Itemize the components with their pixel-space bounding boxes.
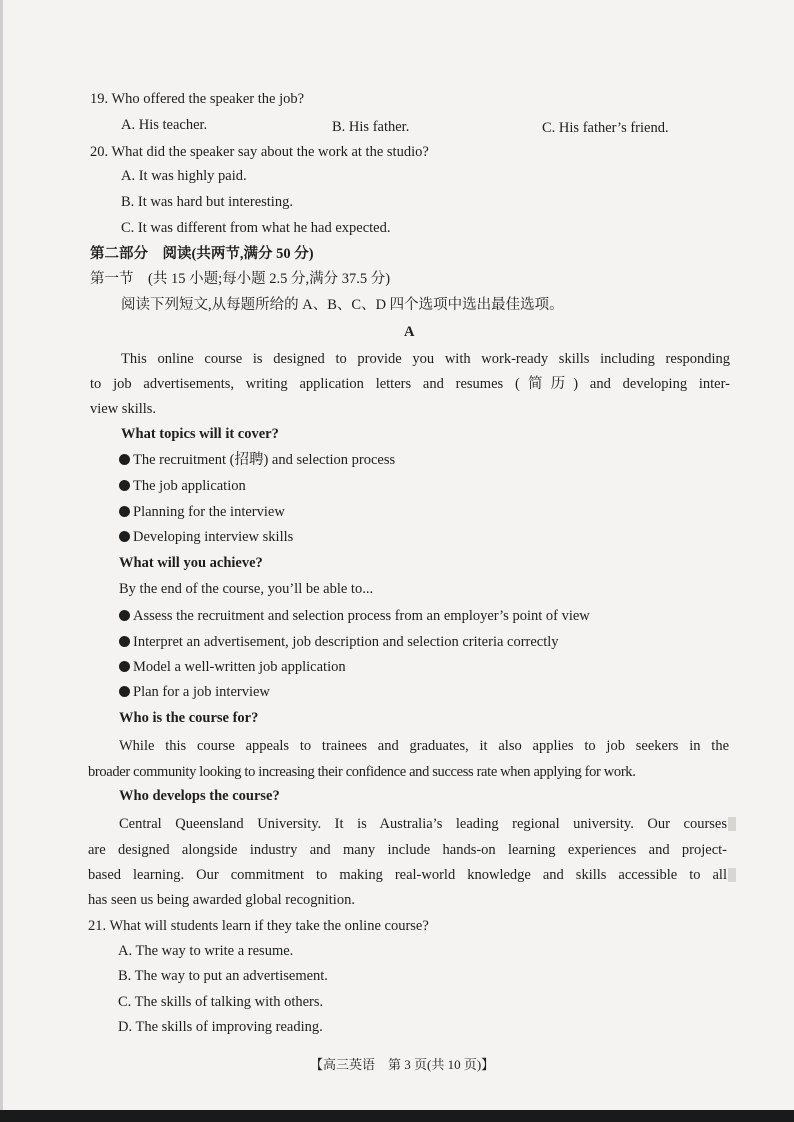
passage-intro-line-2: to job advertisements, writing application letters and resumes (简历) and developing inter- xyxy=(90,376,730,392)
topic-item: Developing interview skills xyxy=(119,528,293,546)
developer-line-4: has seen us being awarded global recognition. xyxy=(88,892,355,908)
question-20-stem: 20. What did the speaker say about the work at the studio? xyxy=(90,144,429,160)
heading-achieve: What will you achieve? xyxy=(119,555,263,571)
question-19-option-a: A. His teacher. xyxy=(121,117,208,133)
question-19-stem: 19. Who offered the speaker the job? xyxy=(90,91,305,107)
bullet-icon xyxy=(119,636,130,647)
achieve-item: Model a well-written job application xyxy=(119,658,346,676)
page-footer: 【高三英语 第 3 页(共 10 页)】 xyxy=(310,1057,495,1072)
developer-line-1: Central Queensland University. It is Australia’s leading regional university. Our courses xyxy=(119,816,727,832)
question-20-option-a: A. It was highly paid. xyxy=(121,168,247,184)
bullet-icon xyxy=(119,531,130,542)
developer-line-2: are designed alongside industry and many include hands-on learning experiences and project- xyxy=(88,842,727,858)
scan-speckle xyxy=(728,868,736,882)
achieve-item: Plan for a job interview xyxy=(119,683,270,701)
question-21-stem: 21. What will students learn if they take the online course? xyxy=(88,918,429,934)
topic-item: Planning for the interview xyxy=(119,503,285,521)
section-one-title: 第一节 (共 15 小题;每小题 2.5 分,满分 37.5 分) xyxy=(90,271,391,287)
question-21-option-b: B. The way to put an advertisement. xyxy=(118,968,328,984)
reading-instruction: 阅读下列短文,从每题所给的 A、B、C、D 四个选项中选出最佳选项。 xyxy=(121,297,564,313)
heading-developer: Who develops the course? xyxy=(119,788,280,804)
bullet-icon xyxy=(119,454,130,465)
question-19-option-c: C. His father’s friend. xyxy=(542,120,669,136)
passage-letter: A xyxy=(404,324,415,340)
question-21-option-c: C. The skills of talking with others. xyxy=(118,994,324,1010)
developer-line-3: based learning. Our commitment to making real-world knowledge and skills accessible to all xyxy=(88,867,727,883)
passage-intro-line-3: view skills. xyxy=(90,401,157,417)
audience-line-1: While this course appeals to trainees and graduates, it also applies to job seekers in the xyxy=(119,738,729,754)
bullet-icon xyxy=(119,480,130,491)
achieve-intro: By the end of the course, you’ll be able to... xyxy=(119,581,374,597)
topic-item: The recruitment (招聘) and selection process xyxy=(119,451,395,469)
question-20-option-c: C. It was different from what he had expected. xyxy=(121,220,391,236)
bullet-icon xyxy=(119,661,130,672)
question-21-option-d: D. The skills of improving reading. xyxy=(118,1019,323,1035)
question-20-option-b: B. It was hard but interesting. xyxy=(121,194,293,210)
audience-line-2: broader community looking to increasing their confidence and success rate when applying for work. xyxy=(88,764,636,780)
question-19-option-b: B. His father. xyxy=(332,119,410,135)
achieve-item: Interpret an advertisement, job description and selection criteria correctly xyxy=(119,633,559,651)
heading-audience: Who is the course for? xyxy=(119,710,259,726)
scan-left-edge xyxy=(0,0,3,1110)
bullet-icon xyxy=(119,686,130,697)
heading-topics: What topics will it cover? xyxy=(121,426,279,442)
part-two-title: 第二部分 阅读(共两节,满分 50 分) xyxy=(90,246,314,262)
bullet-icon xyxy=(119,610,130,621)
scan-speckle xyxy=(728,817,736,831)
question-21-option-a: A. The way to write a resume. xyxy=(118,943,294,959)
passage-intro-line-1: This online course is designed to provide you with work-ready skills including responding xyxy=(121,351,730,367)
topic-item: The job application xyxy=(119,477,246,495)
achieve-item: Assess the recruitment and selection process from an employer’s point of view xyxy=(119,607,590,625)
scan-bottom-border xyxy=(0,1110,794,1122)
bullet-icon xyxy=(119,506,130,517)
